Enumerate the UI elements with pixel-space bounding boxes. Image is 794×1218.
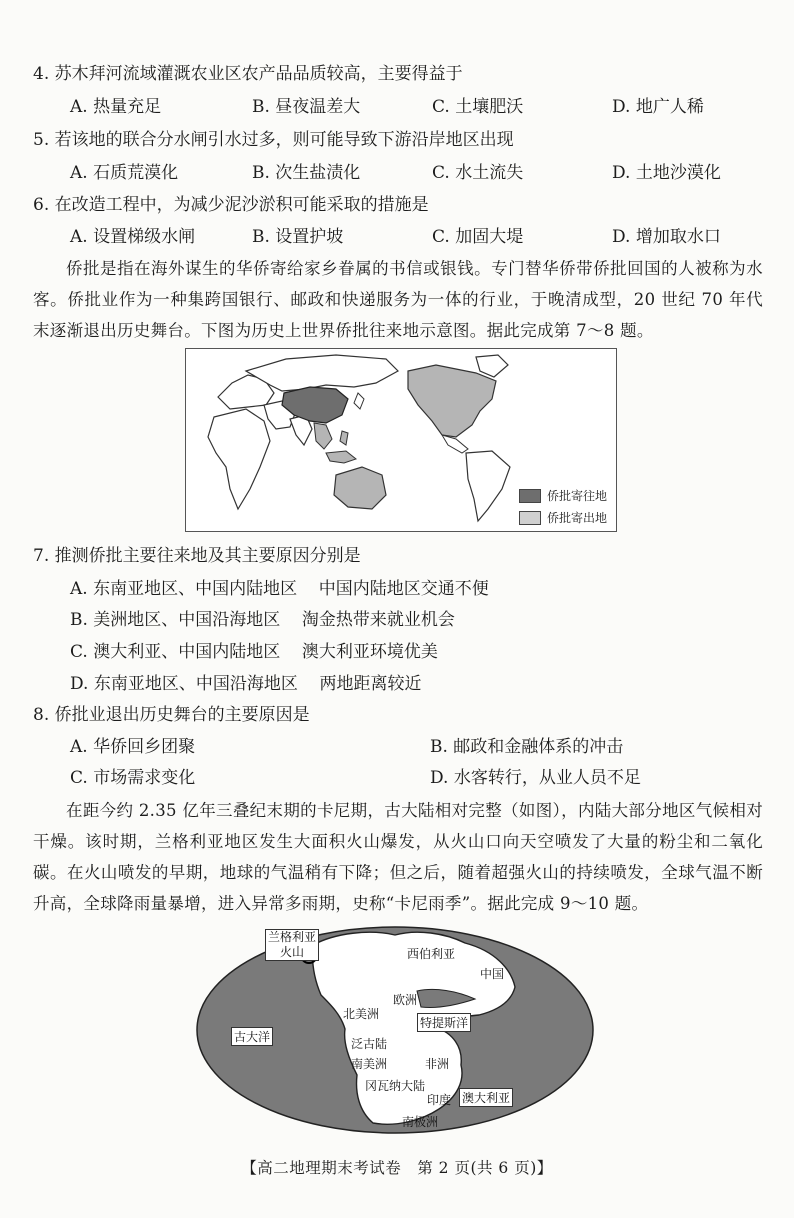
label-gondwana: 冈瓦纳大陆 <box>365 1079 426 1093</box>
label-europe: 欧洲 <box>393 993 418 1007</box>
q4-option-b: B. 昼夜温差大 <box>252 97 361 117</box>
q4-stem: 4. 苏木拜河流域灌溉农业区农产品品质较高，主要得益于 <box>33 64 463 84</box>
maritime-sea-shape <box>326 451 356 463</box>
legend-origin <box>519 509 607 526</box>
pangaea-map-figure <box>195 925 595 1135</box>
q8-option-a: A. 华侨回乡团聚 <box>70 737 196 757</box>
label-africa: 非洲 <box>425 1057 450 1071</box>
q8-option-d: D. 水客转行，从业人员不足 <box>430 768 641 788</box>
q4-option-d: D. 地广人稀 <box>612 97 704 117</box>
japan-shape <box>354 393 364 409</box>
passage-carnian-text: 在距今约 2.35 亿年三叠纪末期的卡尼期，古大陆相对完整（如图），内陆大部分地区气候相对干燥。该时期，兰格利亚地区发生大面积火山爆发，从火山口向天空喷发了大量的粉尘和二氧化碳。在火山喷发的早期，地球的气温稍有下降；但之后，随着超强火山的持续喷发，全球气温不断升高，全球降雨量暴增，进入异常多雨期，史称“卡尼雨季”。据此完成 9～10 题。 <box>33 801 763 913</box>
passage-qiaopi <box>33 253 763 346</box>
q6-option-b: B. 设置护坡 <box>252 227 344 247</box>
label-india: 印度 <box>427 1093 452 1107</box>
q4-option-a: A. 热量充足 <box>70 97 162 117</box>
legend-destination-label: 侨批寄往地 <box>547 489 608 503</box>
label-langelia-volcano: 兰格利亚 火山 <box>265 929 319 961</box>
q7-option-d: D. 东南亚地区、中国沿海地区 两地距离较近 <box>70 674 422 694</box>
label-china: 中国 <box>480 967 505 981</box>
q7-option-c: C. 澳大利亚、中国内陆地区 澳大利亚环境优美 <box>70 642 438 662</box>
q8-option-c: C. 市场需求变化 <box>70 768 196 788</box>
q6-option-a: A. 设置梯级水闸 <box>70 227 196 247</box>
world-map-figure <box>185 348 617 532</box>
q7-option-a: A. 东南亚地区、中国内陆地区 中国内陆地区交通不便 <box>70 579 489 599</box>
q7-stem: 7. 推测侨批主要往来地及其主要原因分别是 <box>33 546 361 566</box>
central-america-shape <box>442 435 468 453</box>
legend-destination <box>519 487 607 504</box>
legend-origin-label: 侨批寄出地 <box>547 511 608 525</box>
north-america-shape <box>408 365 496 437</box>
southeast-asia-shape <box>314 423 332 449</box>
label-tethys: 特提斯洋 <box>417 1013 471 1032</box>
q8-stem: 8. 侨批业退出历史舞台的主要原因是 <box>33 705 310 725</box>
q6-option-d: D. 增加取水口 <box>612 227 721 247</box>
q5-option-b: B. 次生盐渍化 <box>252 163 361 183</box>
q8-option-b: B. 邮政和金融体系的冲击 <box>430 737 624 757</box>
philippines-shape <box>340 431 348 445</box>
q7-option-b: B. 美洲地区、中国沿海地区 淘金热带来就业机会 <box>70 610 455 630</box>
q5-option-a: A. 石质荒漠化 <box>70 163 179 183</box>
label-north-america: 北美洲 <box>343 1007 380 1021</box>
south-america-shape <box>466 451 510 521</box>
q6-option-c: C. 加固大堤 <box>432 227 524 247</box>
legend-destination-swatch <box>519 489 541 503</box>
q4-option-c: C. 土壤肥沃 <box>432 97 524 117</box>
passage-qiaopi-text: 侨批是指在海外谋生的华侨寄给家乡眷属的书信或银钱。专门替华侨带侨批回国的人被称为水客。侨批业作为一种集跨国银行、邮政和快递服务为一体的行业，于晚清成型，20 世纪 70 年代末逐渐退出历史舞台。下图为历史上世界侨批往来地示意图。据此完成第 7～8 题。 <box>33 259 763 340</box>
passage-carnian <box>33 795 763 919</box>
label-south-america: 南美洲 <box>351 1057 388 1071</box>
label-paleo-ocean: 古大洋 <box>231 1027 273 1046</box>
label-pangaea: 泛古陆 <box>351 1037 388 1051</box>
label-australia: 澳大利亚 <box>459 1088 513 1107</box>
page-footer: 【高二地理期末考试卷 第 2 页(共 6 页)】 <box>241 1159 553 1177</box>
legend-origin-swatch <box>519 511 541 525</box>
greenland-shape <box>476 355 508 377</box>
australia-shape <box>334 467 386 509</box>
africa-shape <box>208 409 270 509</box>
q5-stem: 5. 若该地的联合分水闸引水过多，则可能导致下游沿岸地区出现 <box>33 130 514 150</box>
label-antarctica: 南极洲 <box>402 1115 439 1129</box>
q5-option-d: D. 土地沙漠化 <box>612 163 721 183</box>
q6-stem: 6. 在改造工程中，为减少泥沙淤积可能采取的措施是 <box>33 195 429 215</box>
label-siberia: 西伯利亚 <box>407 947 456 961</box>
q5-option-c: C. 水土流失 <box>432 163 524 183</box>
